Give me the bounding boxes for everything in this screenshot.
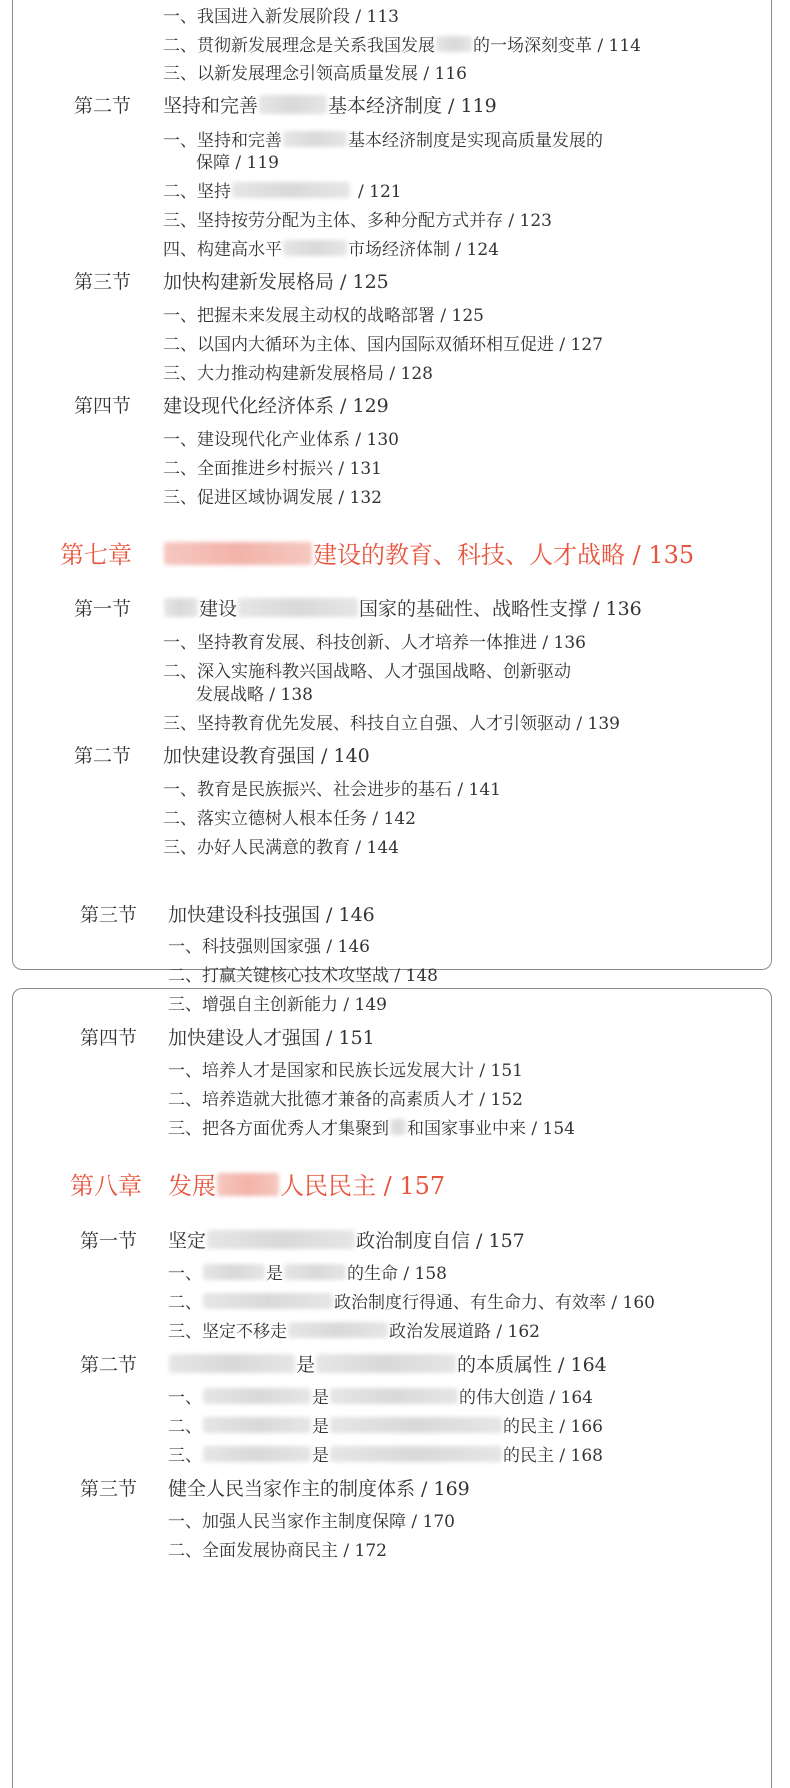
entry-text: 政治发展道路 / 162	[389, 1322, 540, 1342]
toc-entry[interactable]: 二、以国内大循环为主体、国内国际双循环相互促进 / 127	[163, 335, 603, 355]
toc-entry[interactable]: 二、深入实施科教兴国战略、人才强国战略、创新驱动	[163, 662, 571, 682]
redacted-text	[169, 1354, 295, 1372]
toc-entry[interactable]: 三、办好人民满意的教育 / 144	[163, 838, 399, 858]
section-label: 第二节	[80, 1354, 138, 1376]
section-label: 第三节	[80, 1478, 138, 1500]
entry-text: 坚持和完善	[163, 95, 259, 117]
entry-text: 三、	[168, 1446, 202, 1466]
toc-entry[interactable]: 二、全面推进乡村振兴 / 131	[163, 459, 382, 479]
toc-entry[interactable]	[168, 1383, 593, 1408]
section-label: 第四节	[80, 1027, 138, 1049]
toc-entry[interactable]	[168, 1259, 447, 1284]
redacted-text	[203, 1264, 265, 1280]
entry-text: / 121	[358, 182, 402, 202]
toc-entry[interactable]	[168, 1288, 655, 1313]
entry-text: 三、把各方面优秀人才集聚到	[168, 1119, 389, 1139]
redacted-text	[164, 598, 198, 616]
entry-text: 一、坚持和完善	[163, 131, 282, 151]
entry-text: 发展	[168, 1172, 216, 1200]
section-label: 第四节	[74, 395, 132, 417]
redacted-text	[232, 182, 350, 198]
section-title[interactable]: 健全人民当家作主的制度体系 / 169	[168, 1478, 470, 1500]
section-title[interactable]	[168, 1350, 607, 1377]
entry-text: 二、	[168, 1417, 202, 1437]
toc-entry[interactable]: 三、坚持按劳分配为主体、多种分配方式并存 / 123	[163, 211, 552, 231]
redacted-text	[283, 240, 347, 256]
toc-entry[interactable]: 一、培养人才是国家和民族长远发展大计 / 151	[168, 1061, 523, 1081]
entry-text: 是	[312, 1388, 329, 1408]
entry-text: 市场经济体制 / 124	[348, 240, 499, 260]
section-title[interactable]	[163, 91, 497, 118]
redacted-text	[330, 1388, 458, 1404]
section-label: 第二节	[74, 95, 132, 117]
entry-text: 是	[312, 1417, 329, 1437]
entry-text: 的本质属性 / 164	[457, 1354, 607, 1376]
entry-text: 一、	[168, 1388, 202, 1408]
section-title[interactable]: 加快构建新发展格局 / 125	[163, 271, 389, 293]
redacted-text	[203, 1446, 311, 1462]
toc-entry[interactable]: 二、打赢关键核心技术攻坚战 / 148	[168, 966, 438, 986]
toc-entry[interactable]: 一、科技强则国家强 / 146	[168, 937, 370, 957]
toc-entry[interactable]: 二、全面发展协商民主 / 172	[168, 1541, 387, 1561]
section-label: 第三节	[80, 904, 138, 926]
redacted-text	[203, 1293, 333, 1309]
redacted-text	[207, 1230, 355, 1248]
section-label: 第三节	[74, 271, 132, 293]
toc-entry[interactable]: 一、教育是民族振兴、社会进步的基石 / 141	[163, 780, 501, 800]
redacted-text	[284, 1264, 346, 1280]
toc-entry[interactable]: 三、坚持教育优先发展、科技自立自强、人才引领驱动 / 139	[163, 714, 620, 734]
toc-entry[interactable]: 三、促进区域协调发展 / 132	[163, 488, 382, 508]
redacted-text	[330, 1446, 502, 1462]
entry-text: 基本经济制度是实现高质量发展的	[348, 131, 603, 151]
toc-entry[interactable]: 一、加强人民当家作主制度保障 / 170	[168, 1512, 455, 1532]
redacted-text	[436, 36, 472, 52]
redacted-text	[316, 1354, 456, 1372]
redacted-text	[283, 131, 347, 147]
chapter-title[interactable]	[163, 535, 694, 570]
entry-text: 国家的基础性、战略性支撑 / 136	[359, 598, 642, 620]
toc-entry[interactable]: 一、建设现代化产业体系 / 130	[163, 430, 399, 450]
toc-entry[interactable]: 二、落实立德树人根本任务 / 142	[163, 809, 416, 829]
entry-text: 三、坚定不移走	[168, 1322, 287, 1342]
entry-text: 是	[266, 1264, 283, 1284]
section-title[interactable]: 加快建设教育强国 / 140	[163, 745, 370, 767]
toc-entry[interactable]: 一、坚持教育发展、科技创新、人才培养一体推进 / 136	[163, 633, 586, 653]
toc-entry[interactable]	[168, 1114, 575, 1139]
entry-text: 四、构建高水平	[163, 240, 282, 260]
toc-entry[interactable]	[168, 1412, 603, 1437]
toc-entry[interactable]	[163, 235, 499, 260]
entry-text: 的民主 / 168	[503, 1446, 603, 1466]
entry-text: 的生命 / 158	[347, 1264, 447, 1284]
section-title[interactable]	[168, 1226, 525, 1253]
redacted-text	[217, 1173, 279, 1196]
chapter-title[interactable]	[168, 1166, 445, 1201]
toc-entry[interactable]	[163, 177, 402, 202]
entry-text: 坚定	[168, 1230, 207, 1252]
toc-entry[interactable]	[163, 31, 641, 56]
toc-entry-continuation[interactable]: 发展战略 / 138	[196, 685, 313, 705]
entry-text: 基本经济制度 / 119	[328, 95, 497, 117]
entry-text: 建设	[199, 598, 238, 620]
entry-text: 政治制度自信 / 157	[356, 1230, 525, 1252]
entry-text: 的伟大创造 / 164	[459, 1388, 593, 1408]
section-title[interactable]	[163, 594, 642, 621]
redacted-text	[203, 1388, 311, 1404]
redacted-text	[390, 1119, 406, 1135]
entry-text: 人民民主 / 157	[280, 1172, 446, 1200]
entry-text: 的民主 / 166	[503, 1417, 603, 1437]
entry-text: 二、坚持	[163, 182, 231, 202]
toc-entry[interactable]: 二、培养造就大批德才兼备的高素质人才 / 152	[168, 1090, 523, 1110]
chapter-label: 第七章	[60, 541, 132, 569]
section-title[interactable]: 加快建设人才强国 / 151	[168, 1027, 375, 1049]
entry-text: 和国家事业中来 / 154	[407, 1119, 575, 1139]
section-label: 第一节	[80, 1230, 138, 1252]
toc-entry[interactable]: 三、大力推动构建新发展格局 / 128	[163, 364, 433, 384]
entry-text: 二、贯彻新发展理念是关系我国发展	[163, 36, 435, 56]
entry-text: 政治制度行得通、有生命力、有效率 / 160	[334, 1293, 655, 1313]
toc-entry[interactable]	[168, 1441, 603, 1466]
chapter-label: 第八章	[70, 1172, 142, 1200]
toc-entry[interactable]: 一、把握未来发展主动权的战略部署 / 125	[163, 306, 484, 326]
section-label: 第一节	[74, 598, 132, 620]
entry-text: 是	[296, 1354, 316, 1376]
redacted-text	[330, 1417, 502, 1433]
redacted-text	[164, 542, 312, 565]
redacted-text	[203, 1417, 311, 1433]
redacted-text	[259, 95, 327, 113]
section-title[interactable]: 加快建设科技强国 / 146	[168, 904, 375, 926]
section-title[interactable]: 建设现代化经济体系 / 129	[163, 395, 389, 417]
toc-entry[interactable]: 一、我国进入新发展阶段 / 113	[163, 7, 399, 27]
toc-entry-continuation[interactable]: 保障 / 119	[196, 153, 279, 173]
toc-entry[interactable]: 三、增强自主创新能力 / 149	[168, 995, 387, 1015]
entry-text: 建设的教育、科技、人才战略 / 135	[313, 541, 695, 569]
entry-text: 一、	[168, 1264, 202, 1284]
toc-entry[interactable]	[168, 1317, 540, 1342]
redacted-text	[238, 598, 358, 616]
toc-entry[interactable]: 三、以新发展理念引领高质量发展 / 116	[163, 64, 467, 84]
entry-text: 的一场深刻变革 / 114	[473, 36, 641, 56]
entry-text: 是	[312, 1446, 329, 1466]
entry-text: 二、	[168, 1293, 202, 1313]
section-label: 第二节	[74, 745, 132, 767]
redacted-text	[288, 1322, 388, 1338]
